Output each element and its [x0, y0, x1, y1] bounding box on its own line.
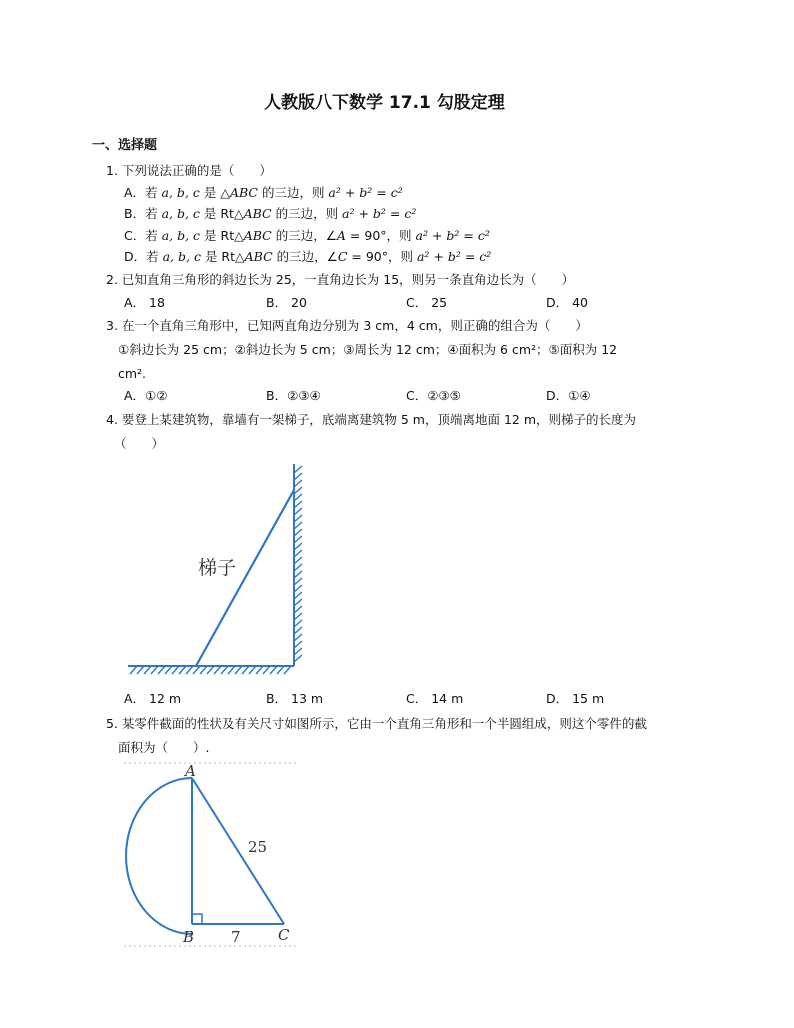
q3-option-c: C．②③⑤	[406, 388, 461, 403]
q5-stem: 5. 某零件截面的性状及有关尺寸如图所示，它由一个直角三角形和一个半圆组成，则这个零件的截	[106, 716, 647, 731]
ground-hatch-tick	[249, 666, 256, 674]
wall-hatch-tick	[294, 599, 302, 606]
wall-hatch-tick	[294, 529, 302, 536]
q4-paren: （ ）	[114, 436, 165, 451]
page-title: 人教版八下数学 17.1 勾股定理	[264, 93, 505, 113]
ground-hatch-tick	[137, 666, 144, 674]
q2-stem: 2. 已知直角三角形的斜边长为 25，一直角边长为 15，则另一条直角边长为（ ）	[106, 272, 575, 287]
ground-hatch-tick	[270, 666, 277, 674]
q1-option-d: D．若 a, b, c 是 Rt△ABC 的三边，∠C = 90°，则 a² + b² = c²	[124, 249, 492, 264]
q2-option-c: C． 25	[406, 295, 448, 310]
ground-hatch-tick	[193, 666, 200, 674]
q1-stem: 1. 下列说法正确的是（ ）	[106, 163, 272, 178]
length-label-25: 25	[248, 838, 268, 856]
q3-option-a: A．①②	[124, 388, 168, 403]
wall-hatch-tick	[294, 543, 302, 550]
ground-hatch-tick	[144, 666, 151, 674]
q4-stem: 4. 要登上某建筑物，靠墙有一架梯子，底端离建筑物 5 m，顶端离地面 12 m，则梯子的长度为	[106, 412, 637, 427]
ground-hatch-tick	[242, 666, 249, 674]
q3-statements-cont: cm².	[118, 366, 147, 381]
wall-hatch-tick	[294, 480, 302, 487]
q3-option-d: D．①④	[546, 388, 591, 403]
q4-option-c: C． 14 m	[406, 691, 464, 706]
wall-hatch-tick	[294, 487, 302, 494]
ground-hatching	[128, 666, 294, 674]
wall-hatch-tick	[294, 550, 302, 557]
wall-hatch-tick	[294, 585, 302, 592]
wall-hatch-tick	[294, 557, 302, 564]
ground-hatch-tick	[130, 666, 137, 674]
wall-hatch-tick	[294, 648, 302, 655]
vertex-label-b: B	[183, 928, 195, 946]
wall-hatch-tick	[294, 578, 302, 585]
wall-hatch-tick	[294, 620, 302, 627]
q3-option-b: B．②③④	[266, 388, 321, 403]
ground-hatch-tick	[200, 666, 207, 674]
wall-hatch-tick	[294, 634, 302, 641]
vertex-label-a: A	[185, 762, 196, 780]
q4-option-d: D． 15 m	[546, 691, 605, 706]
q2-option-d: D． 40	[546, 295, 589, 310]
ground-hatch-tick	[165, 666, 172, 674]
ground-hatch-tick	[214, 666, 221, 674]
semicircle-arc	[126, 778, 192, 934]
wall-hatch-tick	[294, 613, 302, 620]
q1-option-a: A．若 a, b, c 是 △ABC 的三边，则 a² + b² = c²	[124, 185, 403, 200]
length-label-7: 7	[231, 928, 241, 946]
q1-option-b: B．若 a, b, c 是 Rt△ABC 的三边，则 a² + b² = c²	[124, 206, 417, 221]
q3-stem: 3. 在一个直角三角形中，已知两直角边分别为 3 cm，4 cm，则正确的组合为（ ）	[106, 318, 588, 333]
wall-hatch-tick	[294, 508, 302, 515]
ground-hatch-tick	[151, 666, 158, 674]
ground-hatch-tick	[284, 666, 291, 674]
wall-hatch-tick	[294, 627, 302, 634]
ground-hatch-tick	[256, 666, 263, 674]
q3-statements: ①斜边长为 25 cm；②斜边长为 5 cm；③周长为 12 cm；④面积为 6 cm²；⑤面积为 12	[118, 342, 618, 357]
ground-hatch-tick	[158, 666, 165, 674]
wall-hatch-tick	[294, 466, 302, 473]
right-angle-mark	[192, 914, 202, 924]
ladder-label: 梯子	[198, 557, 237, 579]
ground-hatch-tick	[172, 666, 179, 674]
ground-hatch-tick	[221, 666, 228, 674]
wall-hatch-tick	[294, 501, 302, 508]
q4-option-b: B． 13 m	[266, 691, 324, 706]
wall-hatch-tick	[294, 592, 302, 599]
ground-hatch-tick	[235, 666, 242, 674]
ground-hatch-tick	[263, 666, 270, 674]
section-heading: 一、选择题	[92, 138, 158, 153]
wall-hatch-tick	[294, 494, 302, 501]
wall-hatch-tick	[294, 571, 302, 578]
q4-option-a: A． 12 m	[124, 691, 182, 706]
q5-stem-cont: 面积为（ ）.	[118, 740, 210, 755]
wall-hatch-tick	[294, 522, 302, 529]
part-figure	[118, 760, 308, 950]
side-ac	[192, 778, 284, 924]
q2-option-b: B． 20	[266, 295, 307, 310]
wall-hatch-tick	[294, 536, 302, 543]
ground-hatch-tick	[186, 666, 193, 674]
wall-hatch-tick	[294, 564, 302, 571]
wall-hatch-tick	[294, 515, 302, 522]
wall-hatching	[294, 464, 302, 666]
wall-hatch-tick	[294, 473, 302, 480]
wall-hatch-tick	[294, 606, 302, 613]
ground-hatch-tick	[277, 666, 284, 674]
q2-option-a: A． 18	[124, 295, 165, 310]
ground-hatch-tick	[228, 666, 235, 674]
wall-hatch-tick	[294, 655, 302, 662]
wall-hatch-tick	[294, 641, 302, 648]
ground-hatch-tick	[179, 666, 186, 674]
vertex-label-c: C	[278, 926, 290, 944]
q1-option-c: C．若 a, b, c 是 Rt△ABC 的三边，∠A = 90°，则 a² + b² = c²	[124, 228, 490, 243]
ground-hatch-tick	[207, 666, 214, 674]
ladder-figure	[122, 460, 312, 680]
